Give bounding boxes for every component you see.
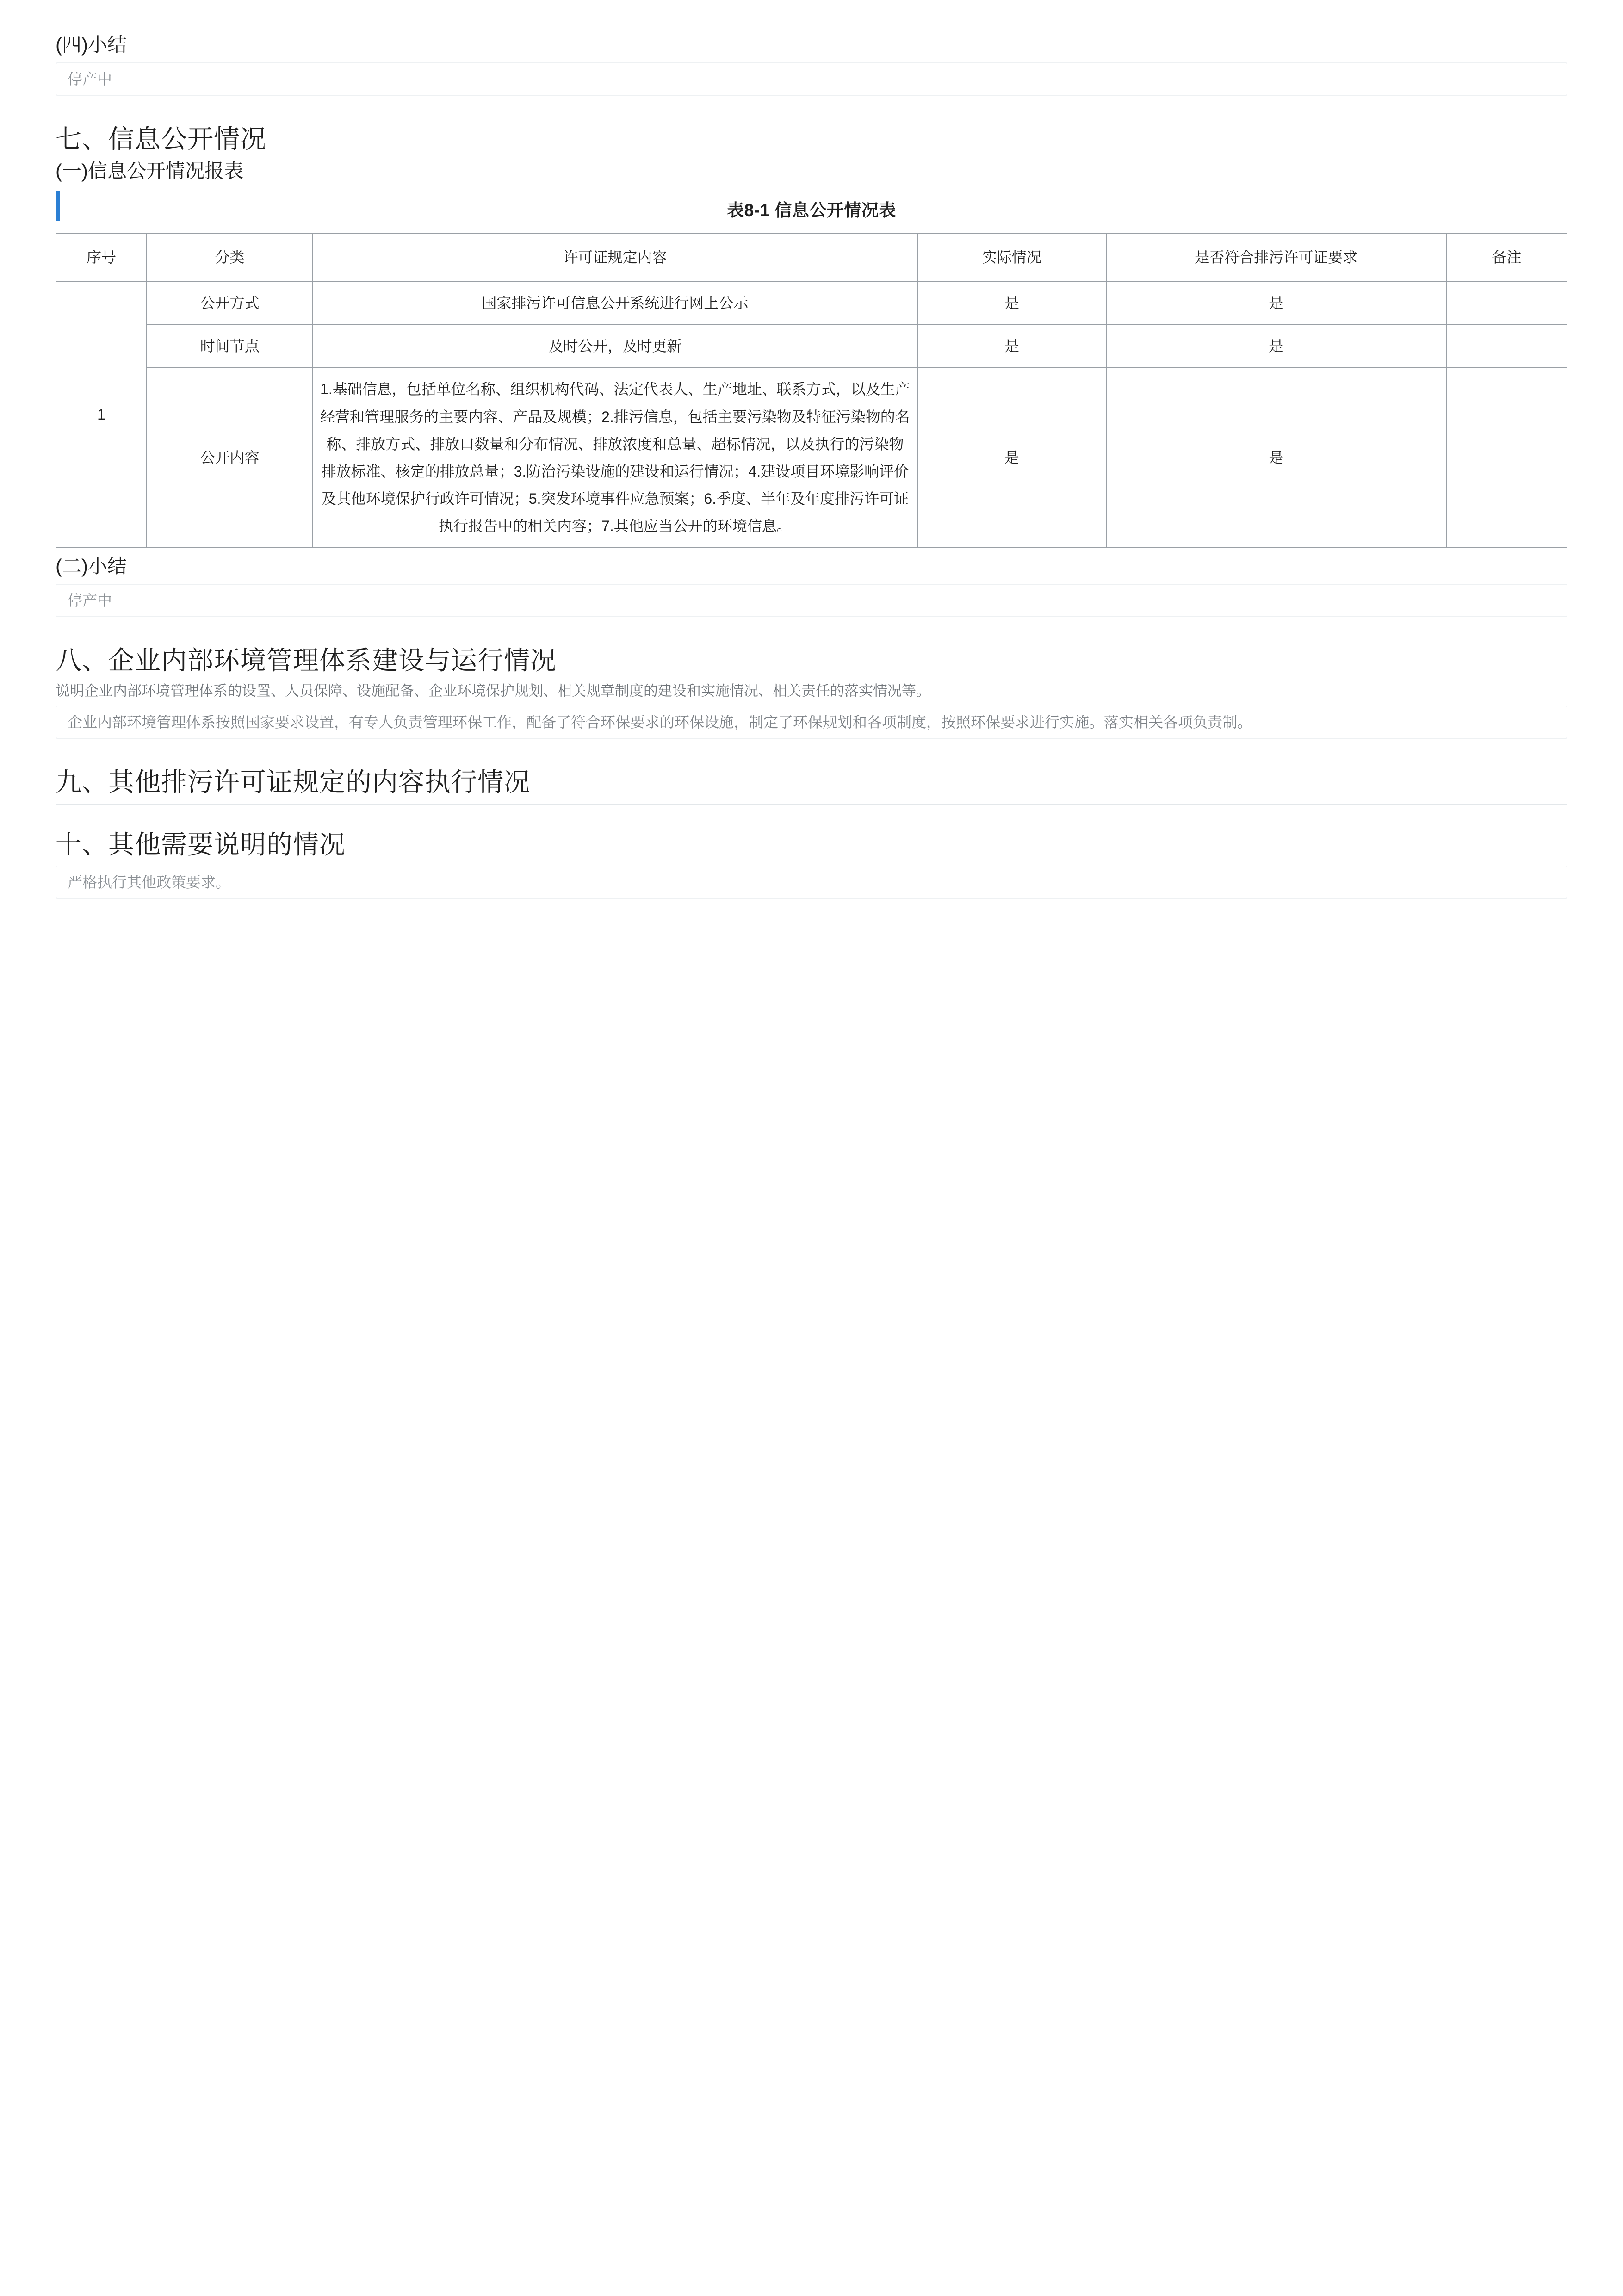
summary-four-heading: (四)小结: [56, 34, 127, 56]
section-eight-value: 企业内部环境管理体系按照国家要求设置，有专人负责管理环保工作，配备了符合环保要求的环保设施，制定了环保规划和各项制度，按照环保要求进行实施。落实相关各项负责制。: [68, 714, 1252, 731]
table-title: 表8-1 信息公开情况表: [727, 200, 896, 220]
summary-four-field[interactable]: [56, 62, 1567, 96]
table-cell-category: 公开方式: [147, 282, 313, 325]
table-row: [56, 368, 1567, 548]
section-eight-note: 说明企业内部环境管理体系的设置、人员保障、设施配备、企业环境保护规划、相关规章制度的建设和实施情况、相关责任的落实情况等。: [56, 682, 930, 699]
summary-four-block: [56, 32, 1567, 96]
table-cell-actual: 是: [917, 368, 1106, 548]
table-cell-compliant: 是: [1106, 368, 1446, 548]
table-cell-remark: [1446, 368, 1567, 548]
table-cell-actual: 是: [917, 282, 1106, 325]
table-header-cell: 序号: [56, 234, 147, 282]
table-cell-row-index: 1: [56, 282, 147, 548]
table-cell-compliant: 是: [1106, 325, 1446, 368]
section-nine-divider: [56, 804, 1567, 805]
table-row: [56, 325, 1567, 368]
section-ten-heading: 十、其他需要说明的情况: [56, 830, 346, 860]
table-header-cell: 备注: [1446, 234, 1567, 282]
table-header-cell: 是否符合排污许可证要求: [1106, 234, 1446, 282]
section-seven-sub-heading: (一)信息公开情况报表: [56, 160, 243, 182]
section-seven-heading: 七、信息公开情况: [56, 124, 266, 154]
table-header-cell: 实际情况: [917, 234, 1106, 282]
table-title-row: [56, 196, 1567, 221]
section-seven-summary-value: 停产中: [68, 592, 112, 609]
table-cell-content: 国家排污许可信息公开系统进行网上公示: [313, 282, 917, 325]
table-cell-remark: [1446, 325, 1567, 368]
information-disclosure-table: [56, 233, 1567, 549]
section-seven-summary-field[interactable]: [56, 584, 1567, 617]
table-cell-remark: [1446, 282, 1567, 325]
section-ten-field[interactable]: [56, 866, 1567, 899]
table-cell-category: 公开内容: [147, 368, 313, 548]
section-ten: [56, 828, 1567, 899]
table-cell-category: 时间节点: [147, 325, 313, 368]
summary-four-value: 停产中: [68, 70, 112, 87]
section-eight-heading: 八、企业内部环境管理体系建设与运行情况: [56, 646, 557, 675]
section-eight-field[interactable]: [56, 706, 1567, 739]
table-header-cell: 许可证规定内容: [313, 234, 917, 282]
section-seven: [56, 123, 1567, 617]
table-header-cell: 分类: [147, 234, 313, 282]
section-nine-heading: 九、其他排污许可证规定的内容执行情况: [56, 767, 530, 797]
table-header-row: [56, 234, 1567, 282]
section-seven-summary-heading: (二)小结: [56, 555, 127, 577]
section-ten-value: 严格执行其他政策要求。: [68, 873, 231, 891]
table-cell-actual: 是: [917, 325, 1106, 368]
table-row: [56, 282, 1567, 325]
table-cell-content: 及时公开，及时更新: [313, 325, 917, 368]
table-cell-compliant: 是: [1106, 282, 1446, 325]
section-eight: [56, 644, 1567, 739]
table-cell-content: 1.基础信息，包括单位名称、组织机构代码、法定代表人、生产地址、联系方式，以及生产经营和管理服务的主要内容、产品及规模；2.排污信息，包括主要污染物及特征污染物的名称、排放方式、排放口数量和分布情况、排放浓度和总量、超标情况，以及执行的污染物排放标准、核定的排放总量；3.防治污染设施的建设和运行情况；4.建设项目环境影响评价及其他环境保护行政许可情况；5.突发环境事件应急预案；6.季度、半年及年度排污许可证执行报告中的相关内容；7.其他应当公开的环境信息。: [313, 368, 917, 548]
section-nine: [56, 766, 1567, 805]
accent-bar-icon: [56, 191, 60, 221]
